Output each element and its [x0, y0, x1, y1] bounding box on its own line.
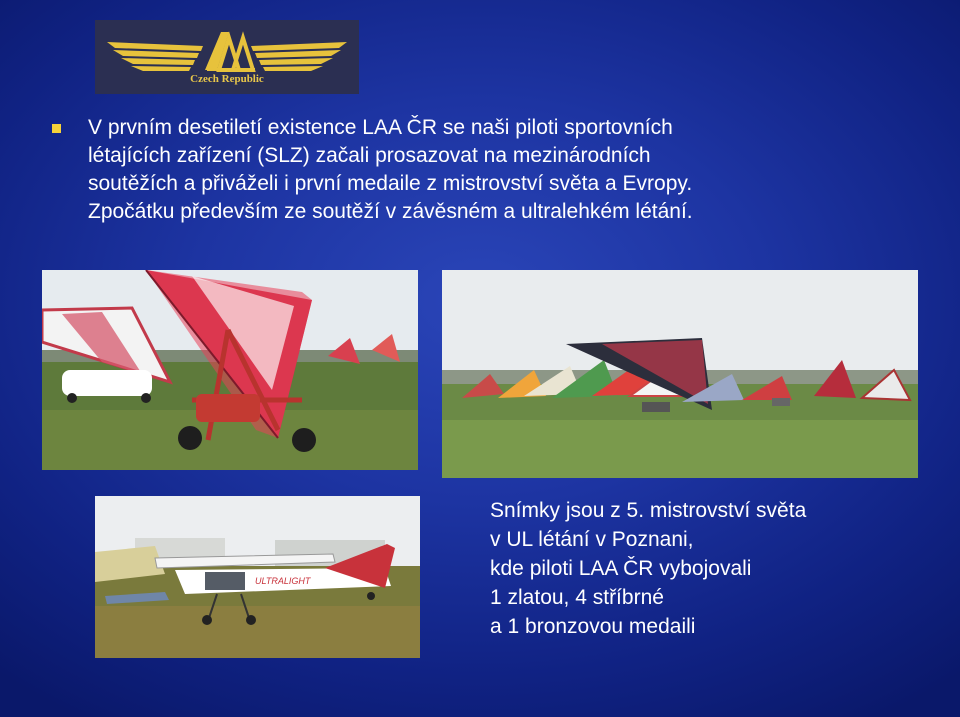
paragraph-line: létajících zařízení (SLZ) začali prosazovat na mezinárodních: [88, 144, 651, 167]
caption-line: kde piloti LAA ČR vybojovali: [490, 557, 752, 580]
main-paragraph: [88, 114, 948, 226]
svg-text:ULTRALIGHT: ULTRALIGHT: [255, 576, 311, 586]
caption-line: v UL létání v Poznani,: [490, 528, 694, 551]
hang-glider-field-photo: [442, 270, 918, 478]
caption-line: Snímky jsou z 5. mistrovství světa: [490, 499, 807, 522]
paragraph-line: V prvním desetiletí existence LAA ČR se naši piloti sportovních: [88, 116, 673, 139]
paragraph-line: soutěžích a přiváželi i první medaile z mistrovství světa a Evropy.: [88, 172, 693, 195]
caption-line: 1 zlatou, 4 stříbrné: [490, 586, 664, 609]
caption-line: a 1 bronzovou medaili: [490, 615, 696, 638]
ultralight-airplane-photo: [95, 496, 420, 658]
laa-logo: [95, 20, 359, 94]
trike-ultralight-photo: [42, 270, 418, 470]
photo-caption: [490, 496, 930, 641]
bullet-icon: [52, 124, 61, 133]
logo-subtitle: Czech Republic: [190, 73, 264, 85]
paragraph-line: Zpočátku především ze soutěží v závěsném a ultralehkém létání.: [88, 200, 693, 223]
